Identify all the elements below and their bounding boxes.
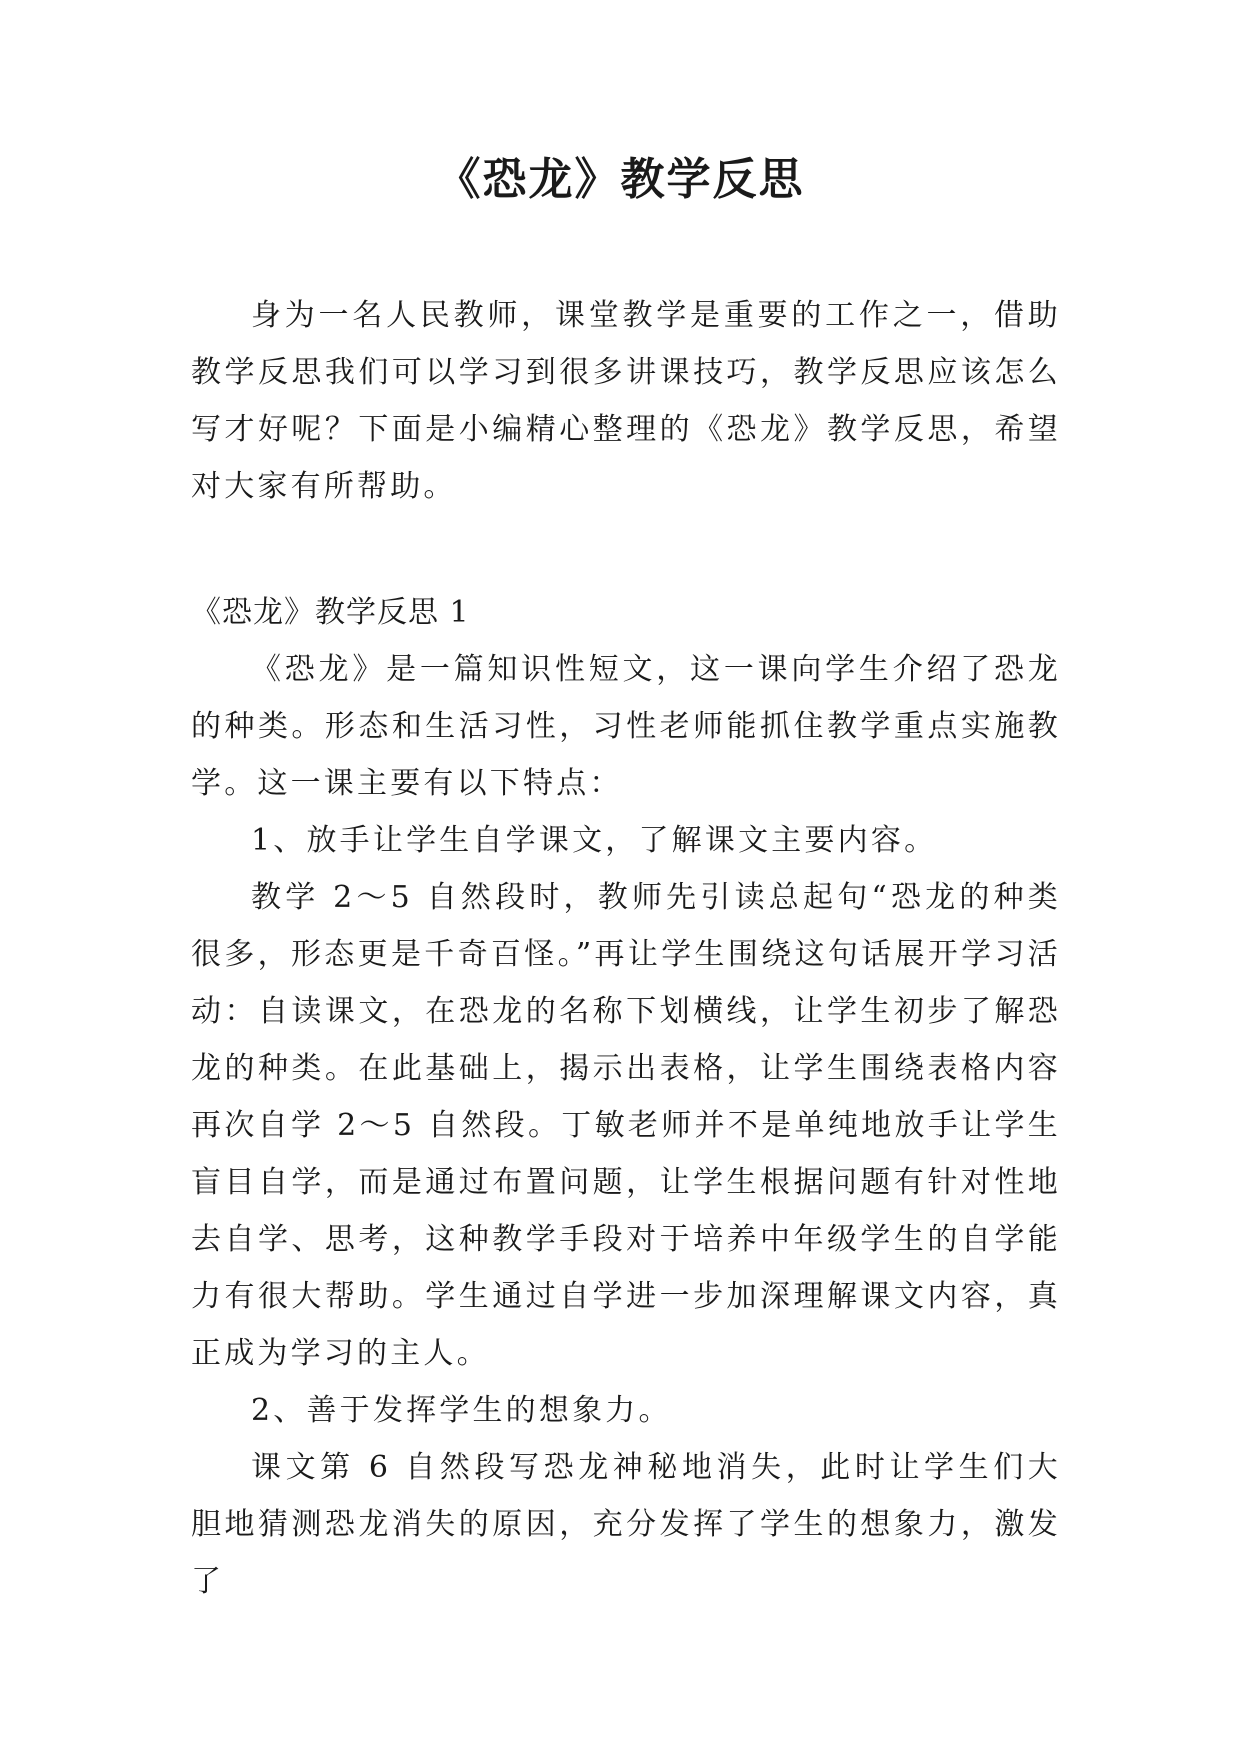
paragraph: 《恐龙》是一篇知识性短文，这一课向学生介绍了恐龙的种类。形态和生活习性，习性老师能抓住教学重点实施教学。这一课主要有以下特点： xyxy=(191,652,1061,801)
paragraph: 课文第 6 自然段写恐龙神秘地消失，此时让学生们大胆地猜测恐龙消失的原因，充分发挥了学生的想象力，激发了 xyxy=(191,1450,1061,1599)
point-heading: 2、善于发挥学生的想象力。 xyxy=(251,1393,672,1428)
intro-paragraph: 身为一名人民教师，课堂教学是重要的工作之一，借助教学反思我们可以学习到很多讲课技巧，教学反思应该怎么写才好呢？下面是小编精心整理的《恐龙》教学反思，希望对大家有所帮助。 xyxy=(191,298,1061,504)
section-heading: 《恐龙》教学反思 1 xyxy=(191,595,470,630)
intro-block xyxy=(191,287,1061,515)
document-title: 《恐龙》教学反思 xyxy=(436,154,805,205)
section-1 xyxy=(191,584,1061,1610)
point-heading: 1、放手让学生自学课文，了解课文主要内容。 xyxy=(251,823,938,858)
paragraph: 教学 2～5 自然段时，教师先引读总起句“恐龙的种类很多，形态更是千奇百怪。”再让学生围绕这句话展开学习活动：自读课文，在恐龙的名称下划横线，让学生初步了解恐龙的种类。在此基础上，揭示出表格，让学生围绕表格内容再次自学 2～5 自然段。丁敏老师并不是单纯地放手让学生盲目自学，而是通过布置问题，让学生根据问题有针对性地去自学、思考，这种教学手段对于培养中年级学生的自学能力有很大帮助。学生通过自学进一步加深理解课文内容，真正成为学习的主人。 xyxy=(191,880,1061,1371)
